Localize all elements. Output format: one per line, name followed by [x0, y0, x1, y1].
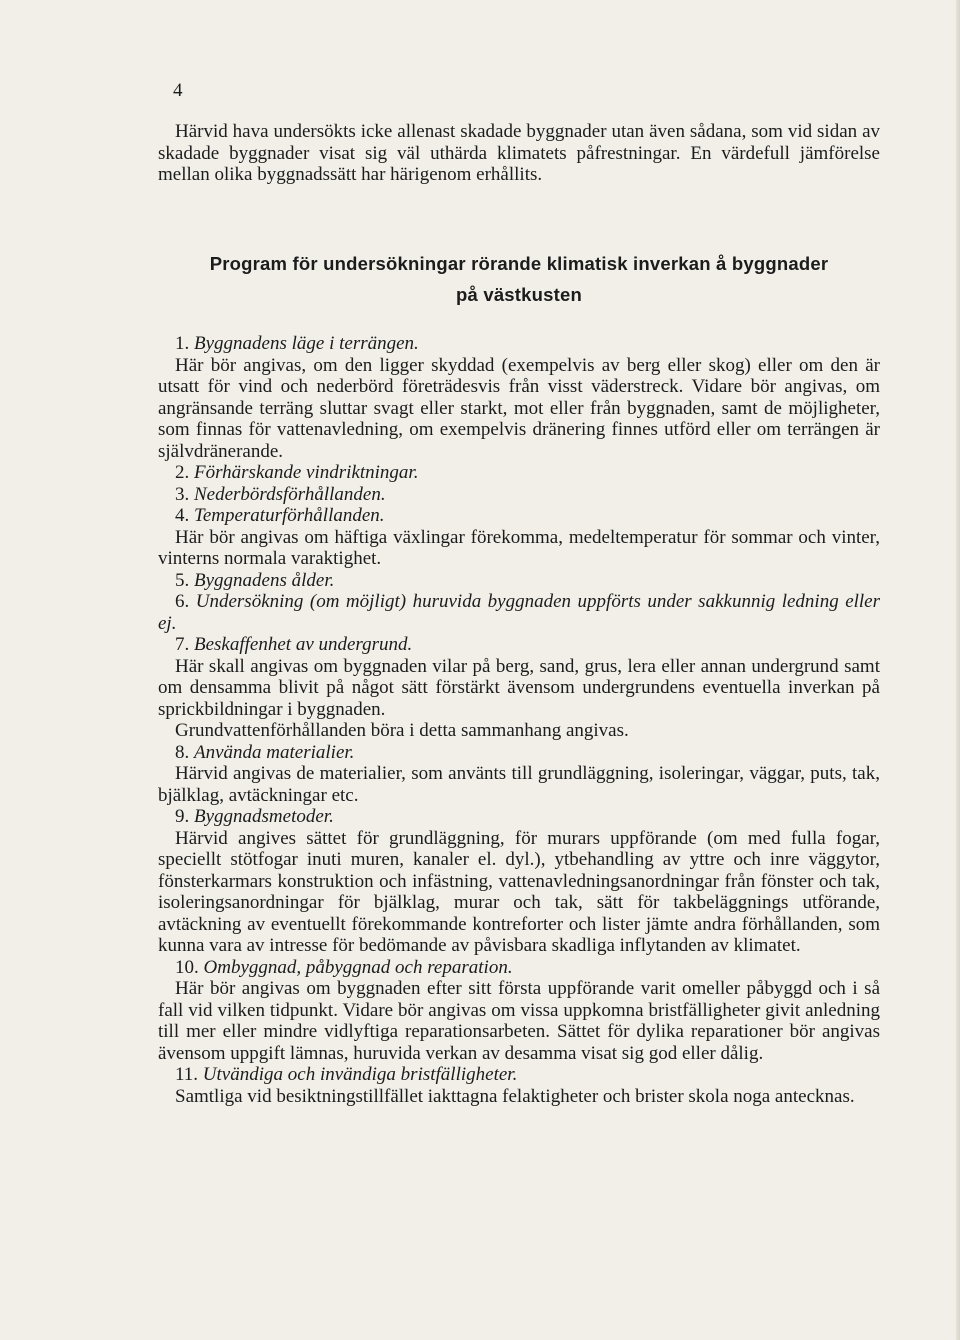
item-number: 3. — [175, 483, 190, 505]
item-paragraph: Grundvattenförhållanden böra i detta sammanhang angivas. — [175, 720, 629, 741]
item-title: Undersökning (om möjligt) huruvida byggnaden uppförts under sakkunnig ledning eller ej. — [158, 591, 881, 634]
program-item-7 — [158, 634, 880, 742]
item-paragraph: Samtliga vid besiktningstillfället iakttagna felaktigheter och brister skola noga antecknas. — [175, 1085, 855, 1107]
item-number: 4. — [175, 505, 190, 526]
item-title: Förhärskande vindriktningar. — [194, 462, 419, 483]
item-number: 7. — [175, 634, 190, 655]
item-heading — [158, 462, 880, 484]
item-number: 6. — [175, 591, 190, 612]
item-paragraph: Härvid angives sättet för grundläggning, för murars uppförande (om med fulla fogar, speciellt stötfogar inuti muren, kanaler el. dyl.), ytbehandling av yttre och inre väggytor, fönsterkarmars konstruktion och infästning, vattenavledningsanordningar från fönster och tak, isoleringsanordningar för bjälklag, murar och tak, sätt för takbeläggnings utförande, avtäckning av eventuellt förekommande kontreforter och lister jämte andra förhållanden, som kunna vara av intresse för bedömande av påvisbara skadliga inflytanden av klimatet. — [158, 827, 880, 956]
item-number: 11. — [175, 1064, 199, 1085]
item-paragraph: Här bör angivas, om den ligger skyddad (exempelvis av berg eller skog) eller om den är utsatt för vind och nederbörd företrädesvis från visst väderstreck. Vidare bör angivas, om angränsande terräng sluttar svagt eller starkt, mot eller från byggnaden, samt de möjligheter, som finnas för vattenavledning, om exempelvis dränering finnes utförd eller om terrängen är självdränerande. — [158, 354, 880, 462]
item-paragraph: Här bör angivas om häftiga växlingar förekomma, medeltemperatur för sommar och vinter, vinterns normala varaktighet. — [158, 526, 880, 569]
program-item-9 — [158, 806, 880, 957]
item-number: 2. — [175, 462, 190, 483]
program-item-3 — [158, 484, 880, 506]
item-heading — [158, 333, 880, 355]
item-heading — [158, 634, 880, 656]
item-number: 9. — [175, 806, 190, 827]
item-number: 8. — [175, 741, 190, 763]
program-item-4 — [158, 505, 880, 570]
item-heading — [158, 742, 880, 764]
item-title: Byggnadens ålder. — [194, 569, 335, 591]
item-heading — [158, 806, 880, 828]
item-heading — [158, 957, 880, 979]
item-title: Byggnadsmetoder. — [194, 806, 334, 827]
item-title: Temperaturförhållanden. — [194, 505, 385, 526]
item-title: Nederbördsförhållanden. — [194, 483, 386, 505]
item-title: Använda materialier. — [194, 741, 355, 763]
item-heading — [158, 1064, 880, 1086]
program-item-6 — [158, 591, 880, 634]
item-title: Beskaffenhet av undergrund. — [194, 634, 413, 655]
program-item-8 — [158, 742, 880, 807]
item-title: Ombyggnad, påbyggnad och reparation. — [203, 956, 513, 978]
item-number: 10. — [175, 956, 199, 978]
item-heading — [158, 484, 880, 506]
item-title: Byggnadens läge i terrängen. — [194, 333, 419, 354]
program-list — [158, 333, 880, 1107]
program-item-2 — [158, 462, 880, 484]
program-item-11 — [158, 1064, 880, 1107]
page-edge — [956, 0, 960, 1340]
page-number: 4 — [173, 80, 183, 101]
section-heading: Program för undersökningar rörande klimatisk inverkan å byggnader — [209, 253, 829, 274]
item-number: 1. — [175, 333, 190, 354]
item-number: 5. — [175, 569, 190, 591]
program-item-1 — [158, 333, 880, 462]
item-paragraph: Härvid angivas de materialier, som använts till grundläggning, isoleringar, väggar, puts, tak, bjälklag, avtäckningar etc. — [158, 763, 880, 806]
program-item-5 — [158, 570, 880, 592]
item-paragraph: Här bör angivas om byggnaden efter sitt första uppförande varit omeller påbyggd och i så fall vid vilken tidpunkt. Vidare bör angivas om vissa uppkomna bristfälligheter givit anledning till mer eller mindre vidlyftiga reparationsarbeten. Sättet för dylika reparationer bör angivas ävensom uppgift lämnas, huruvida verkan av desamma visat sig god eller dålig. — [158, 978, 880, 1064]
program-item-10 — [158, 957, 880, 1065]
intro-paragraph: Härvid hava undersökts icke allenast skadade byggnader utan även sådana, som vid sidan av skadade byggnader visat sig väl uthärda klimatets påfrestningar. En värdefull jämförelse mellan olika byggnadssätt har härigenom erhållits. — [158, 121, 880, 185]
section-heading-subline: på västkusten — [456, 284, 582, 305]
intro-section — [158, 121, 880, 186]
item-paragraph: Här skall angivas om byggnaden vilar på berg, sand, grus, lera eller annan undergrund samt om densamma blivit på något sätt förstärkt ävensom undergrundens eventuella inverkan på sprickbildningar i byggnaden. — [158, 655, 880, 720]
item-title: Utvändiga och invändiga bristfälligheter. — [202, 1064, 518, 1085]
item-heading — [158, 570, 880, 592]
item-heading — [158, 505, 880, 527]
item-heading — [158, 591, 880, 634]
